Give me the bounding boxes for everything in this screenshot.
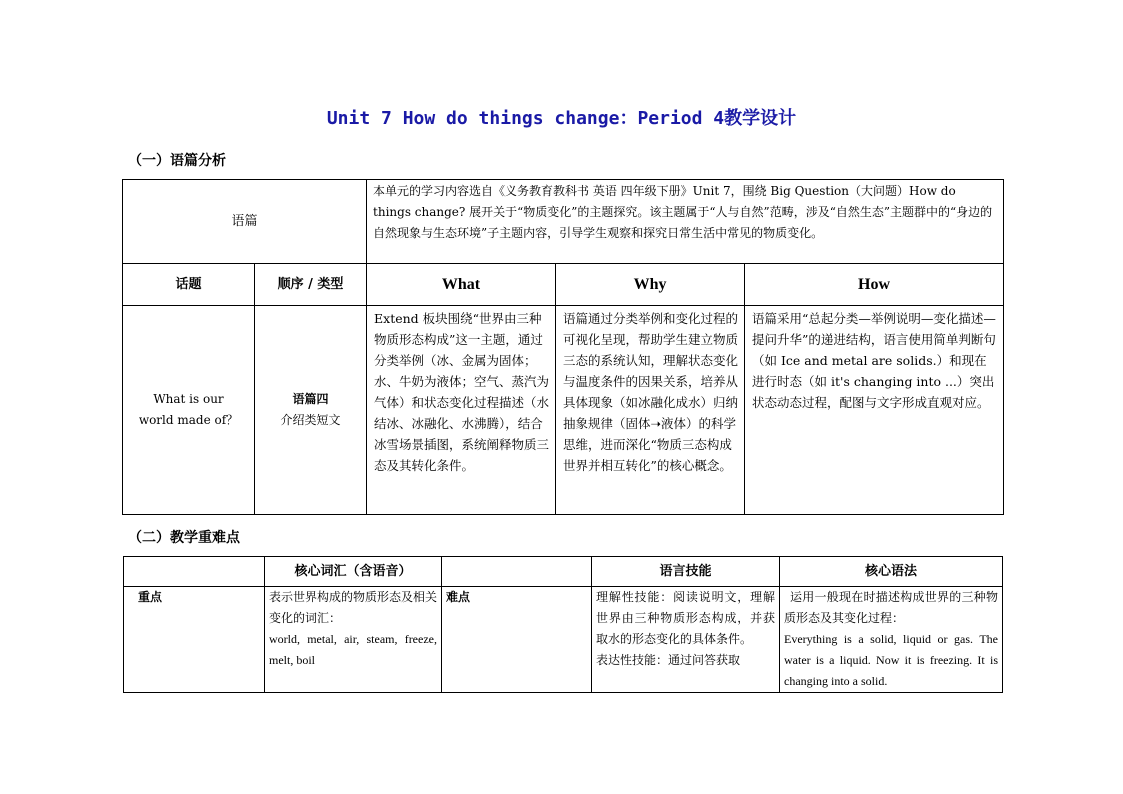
vocab-cn: 表示世界构成的物质形态及相关变化的词汇： <box>269 590 438 625</box>
grammar-en: Everything is a solid, liquid or gas. The water is a liquid. Now it is freezing. It is changing into a solid. <box>784 632 998 688</box>
header-empty-1 <box>124 557 265 587</box>
order-type-cell <box>255 306 367 515</box>
page-title: Unit 7 How do things change：Period 4教学设计 <box>326 108 797 129</box>
grammar-cn: 运用一般现在时描述构成世界的三种物质形态及其变化过程： <box>784 590 998 625</box>
vocab-cell <box>265 587 442 693</box>
label-key-point: 重点 <box>124 587 265 693</box>
why-text: 语篇通过分类举例和变化过程的可视化呈现，帮助学生建立物质三态的系统认知，理解状态变化与温度条件的因果关系，培养从具体现象（如冰融化成水）归纳抽象规律（固体➝液体）的科学思维，进而深化“物质三态构成世界并相互转化”的核心概念。 <box>556 306 745 515</box>
header-empty-2 <box>442 557 592 587</box>
label-difficult-point: 难点 <box>442 587 592 693</box>
header-what: What <box>367 264 556 306</box>
order-title: 语篇四 <box>292 392 329 406</box>
grammar-cell <box>780 587 1003 693</box>
skills-expression: 表达性技能：通过问答获取 <box>596 653 741 667</box>
key-points-table <box>123 556 1003 693</box>
section-heading-text-analysis: （一）语篇分析 <box>128 153 226 169</box>
header-why: Why <box>556 264 745 306</box>
label-discourse: 语篇 <box>123 180 367 264</box>
what-text: Extend 板块围绕“世界由三种物质形态构成”这一主题，通过分类举例（冰、金属为固体；水、牛奶为液体；空气、蒸汽为气体）和状态变化过程描述（水结冰、冰融化、水沸腾），结合冰雪场景插图，系统阐释物质三态及其转化条件。 <box>367 306 556 515</box>
unit-description: 本单元的学习内容选自《义务教育教科书 英语 四年级下册》Unit 7，围绕 Big Question（大问题）How do things change? 展开关于“物质变化”的主题探究。该主题属于“人与自然”范畴，涉及“自然生态”主题群中的“身边的自然现象与生态环境”子主题内容，引导学生观察和探究日常生活中常见的物质变化。 <box>367 180 1004 264</box>
header-topic: 话题 <box>123 264 255 306</box>
header-order-type: 顺序 / 类型 <box>255 264 367 306</box>
skills-comprehension: 理解性技能：阅读说明文，理解世界由三种物质形态构成，并获取水的形态变化的具体条件。 <box>596 590 775 646</box>
topic-text: What is our world made of？ <box>138 392 239 427</box>
header-how: How <box>745 264 1004 306</box>
how-text: 语篇采用“总起分类—举例说明—变化描述—提问升华”的递进结构，语言使用简单判断句（如 Ice and metal are solids.）和现在进行时态（如 it's changing into ...）突出状态动态过程，配图与文字形成直观对应。 <box>745 306 1004 515</box>
vocab-en: world, metal, air, steam, freeze, melt, boil <box>269 632 437 667</box>
header-skills: 语言技能 <box>592 557 780 587</box>
section-heading-key-points: （二）教学重难点 <box>128 530 240 546</box>
header-grammar: 核心语法 <box>780 557 1003 587</box>
topic-cell <box>123 306 255 515</box>
text-analysis-table <box>122 179 1004 515</box>
order-type: 介绍类短文 <box>280 413 341 427</box>
skills-cell <box>592 587 780 693</box>
header-vocab: 核心词汇（含语音） <box>265 557 442 587</box>
